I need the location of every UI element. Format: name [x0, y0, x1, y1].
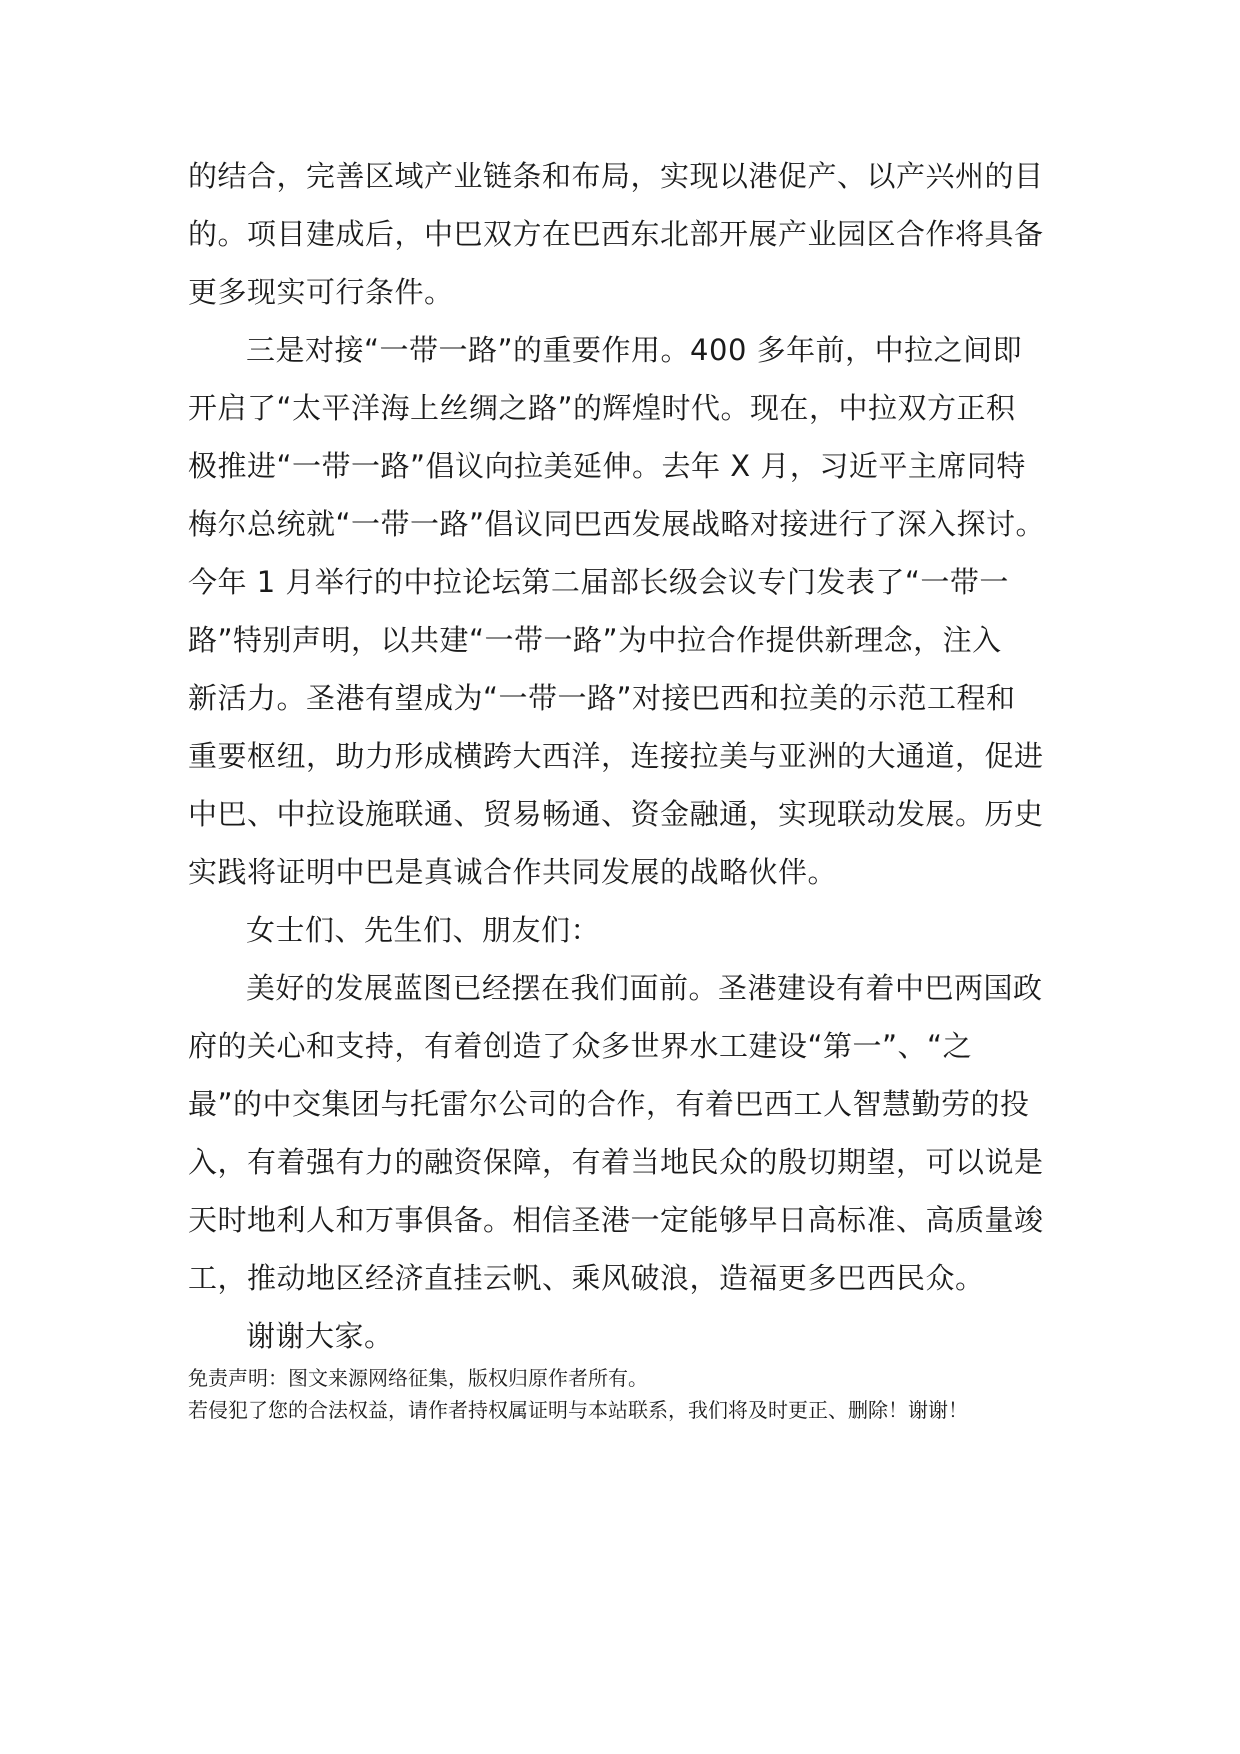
paragraph-line: 谢谢大家。 — [246, 1319, 394, 1353]
paragraph-line: 更多现实可行条件。 — [188, 275, 454, 309]
paragraph-line: 工，推动地区经济直挂云帆、乘风破浪，造福更多巴西民众。 — [188, 1261, 985, 1295]
paragraph-line: 府的关心和支持，有着创造了众多世界水工建设“第一”、“之 — [188, 1029, 973, 1063]
paragraph-line: 入，有着强有力的融资保障，有着当地民众的殷切期望，可以说是 — [188, 1145, 1044, 1179]
paragraph-line: 重要枢纽，助力形成横跨大西洋，连接拉美与亚洲的大通道，促进 — [188, 739, 1044, 773]
paragraph-line: 新活力。圣港有望成为“一带一路”对接巴西和拉美的示范工程和 — [188, 681, 1016, 715]
paragraph-line: 今年 1 月举行的中拉论坛第二届部长级会议专门发表了“一带一 — [188, 565, 1009, 599]
paragraph-line: 美好的发展蓝图已经摆在我们面前。圣港建设有着中巴两国政 — [246, 971, 1043, 1005]
paragraph-line: 天时地利人和万事俱备。相信圣港一定能够早日高标准、高质量竣 — [188, 1203, 1044, 1237]
paragraph-line: 的结合，完善区域产业链条和布局，实现以港促产、以产兴州的目 — [188, 159, 1044, 193]
paragraph-line: 路”特别声明，以共建“一带一路”为中拉合作提供新理念，注入 — [188, 623, 1002, 657]
paragraph-line: 中巴、中拉设施联通、贸易畅通、资金融通，实现联动发展。历史 — [188, 797, 1044, 831]
paragraph-line: 的。项目建成后，中巴双方在巴西东北部开展产业园区合作将具备 — [188, 217, 1044, 251]
paragraph-line: 梅尔总统就“一带一路”倡议同巴西发展战略对接进行了深入探讨。 — [188, 507, 1046, 541]
paragraph-line: 极推进“一带一路”倡议向拉美延伸。去年 X 月，习近平主席同特 — [188, 449, 1026, 483]
disclaimer-line: 免责声明：图文来源网络征集，版权归原作者所有。 — [188, 1366, 648, 1390]
disclaimer-line: 若侵犯了您的合法权益，请作者持权属证明与本站联系，我们将及时更正、删除！谢谢！ — [188, 1398, 968, 1422]
paragraph-line: 最”的中交集团与托雷尔公司的合作，有着巴西工人智慧勤劳的投 — [188, 1087, 1030, 1121]
paragraph-line: 实践将证明中巴是真诚合作共同发展的战略伙伴。 — [188, 855, 838, 889]
paragraph-line: 三是对接“一带一路”的重要作用。400 多年前，中拉之间即 — [246, 333, 1023, 367]
paragraph-line: 女士们、先生们、朋友们： — [246, 913, 601, 947]
paragraph-line: 开启了“太平洋海上丝绸之路”的辉煌时代。现在，中拉双方正积 — [188, 391, 1016, 425]
